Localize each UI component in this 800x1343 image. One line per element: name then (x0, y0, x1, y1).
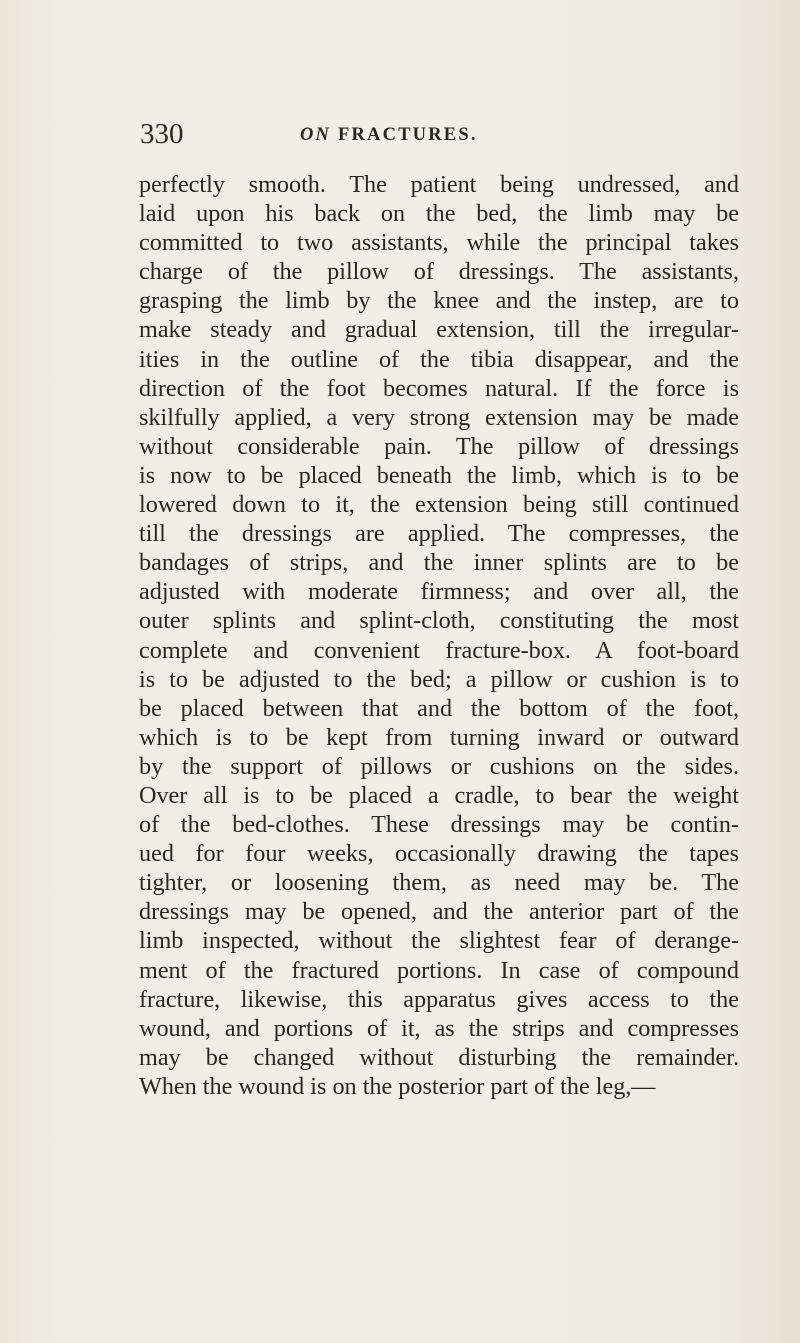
text-line: charge of the pillow of dressings. The assistants, (139, 258, 739, 286)
text-line: fracture, likewise, this apparatus gives access to the (139, 985, 739, 1013)
text-line: skilfully applied, a very strong extension may be made (139, 403, 739, 431)
text-line: complete and convenient fracture-box. A foot-board (139, 636, 739, 664)
page-number: 330 (140, 118, 184, 150)
text-line: perfectly smooth. The patient being undressed, and (139, 171, 739, 198)
text-line: limb inspected, without the slightest fear of derange- (139, 927, 739, 955)
text-line: of the bed-clothes. These dressings may be contin- (139, 811, 739, 839)
page-header (140, 116, 740, 152)
text-line: ued for four weeks, occasionally drawing the tapes (139, 840, 739, 868)
text-line: committed to two assistants, while the principal takes (139, 229, 739, 257)
text-line: laid upon his back on the bed, the limb may be (139, 200, 739, 228)
text-line: lowered down to it, the extension being still continued (139, 491, 739, 519)
text-line: adjusted with moderate firmness; and over all, the (139, 578, 739, 606)
body-paragraph (139, 170, 739, 1101)
text-line: by the support of pillows or cushions on the sides. (139, 752, 739, 780)
running-title-prefix: ON (300, 125, 332, 145)
text-line: Over all is to be placed a cradle, to bear the weight (139, 781, 739, 809)
text-line: is to be adjusted to the bed; a pillow or cushion is to (139, 665, 739, 693)
text-line: be placed between that and the bottom of the foot, (139, 694, 739, 722)
text-line: tighter, or loosening them, as need may be. The (139, 869, 739, 897)
text-line: till the dressings are applied. The compresses, the (139, 520, 739, 548)
text-line: wound, and portions of it, as the strips and compresses (139, 1014, 739, 1042)
text-line: ities in the outline of the tibia disappear, and the (139, 345, 739, 373)
text-line: ment of the fractured portions. In case of compound (139, 956, 739, 984)
text-line: grasping the limb by the knee and the instep, are to (139, 287, 739, 315)
text-line: bandages of strips, and the inner splints are to be (139, 549, 739, 577)
text-line: outer splints and splint-cloth, constituting the most (139, 607, 739, 635)
running-title (300, 120, 478, 150)
text-line: without considerable pain. The pillow of dressings (139, 432, 739, 460)
text-line: direction of the foot becomes natural. If the force is (139, 374, 739, 402)
running-title-main: FRACTURES. (337, 125, 478, 145)
text-line: dressings may be opened, and the anterior part of the (139, 898, 739, 926)
text-line: make steady and gradual extension, till the irregular- (139, 316, 739, 344)
text-line: which is to be kept from turning inward or outward (139, 723, 739, 751)
text-line: When the wound is on the posterior part of the leg,— (139, 1072, 656, 1100)
text-line: may be changed without disturbing the remainder. (139, 1043, 739, 1071)
text-line: is now to be placed beneath the limb, which is to be (139, 461, 739, 489)
